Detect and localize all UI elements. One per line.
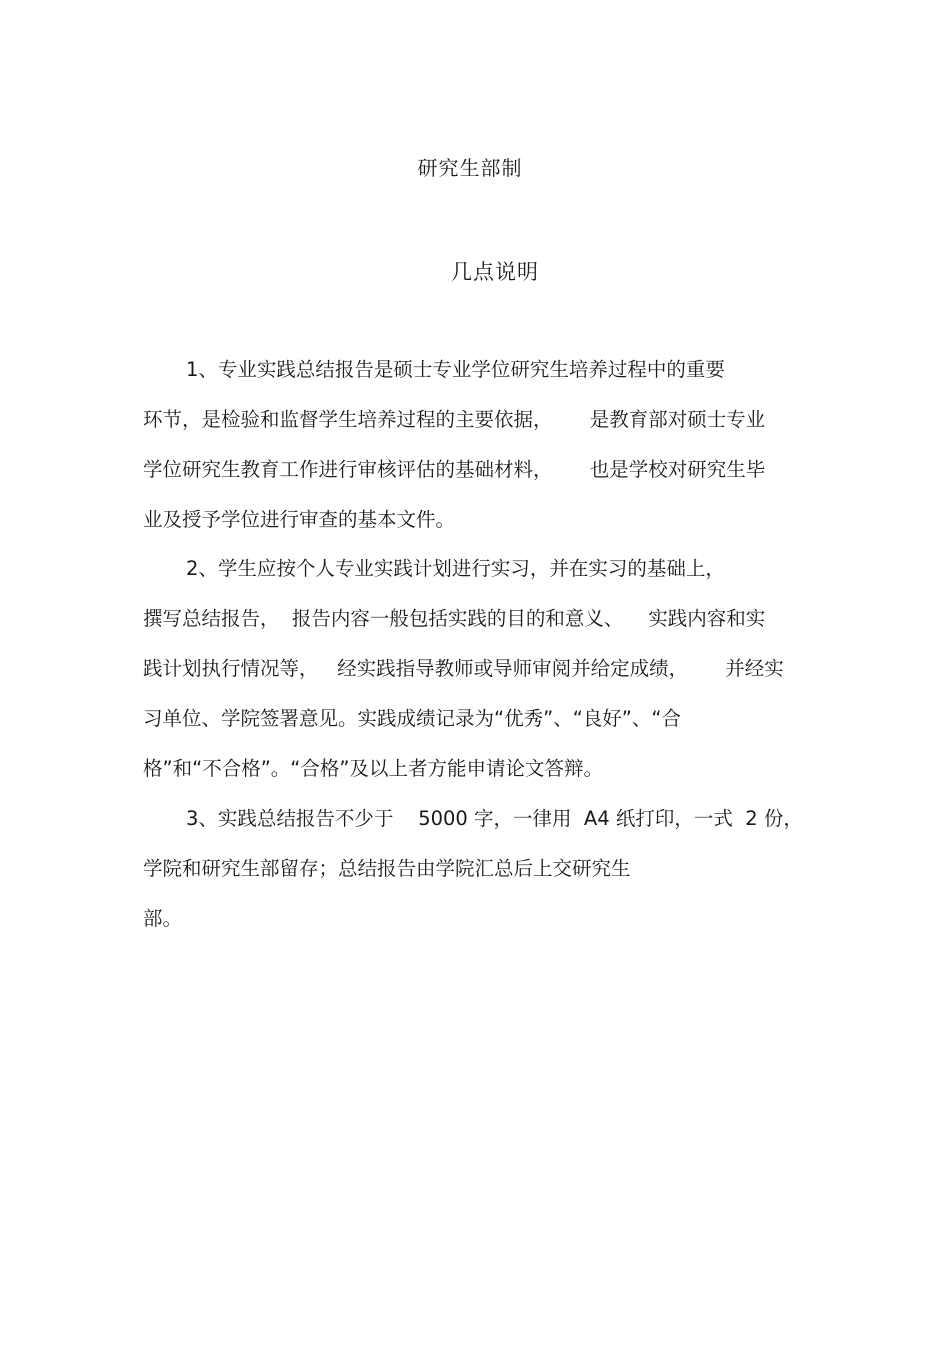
paragraph-2-line-3: 践计划执行情况等， 经实践指导教师或导师审阅并给定成绩， 并经实 (143, 657, 784, 680)
paragraph-1-line-2: 环节，是检验和监督学生培养过程的主要依据， 是教育部对硕士专业 (143, 408, 766, 431)
paragraph-2-line-4: 习单位、学院签署意见。实践成绩记录为“优秀”、“良好”、“合 (143, 707, 682, 730)
paragraph-1-line-3: 学位研究生教育工作进行审核评估的基础材料， 也是学校对研究生毕 (143, 458, 766, 481)
paragraph-3-line-2: 学院和研究生部留存；总结报告由学院汇总后上交研究生 (143, 857, 631, 880)
issuing-department: 研究生部制 (417, 156, 523, 180)
paragraph-2-line-5: 格”和“不合格”。“合格”及以上者方能申请论文答辩。 (143, 757, 604, 780)
paragraph-1-line-4: 业及授予学位进行审查的基本文件。 (143, 508, 456, 531)
paragraph-3-line-1: 3、实践总结报告不少于 5000 字，一律用 A4 纸打印，一式 2 份， (186, 807, 803, 830)
section-title: 几点说明 (451, 260, 539, 284)
paragraph-2-line-2: 撰写总结报告， 报告内容一般包括实践的目的和意义、 实践内容和实 (143, 607, 766, 630)
paragraph-2-line-1: 2、学生应按个人专业实践计划进行实习，并在实习的基础上， (186, 557, 725, 580)
paragraph-1-line-1: 1、专业实践总结报告是硕士专业学位研究生培养过程中的重要 (186, 358, 725, 381)
paragraph-3-line-3: 部。 (143, 907, 183, 930)
